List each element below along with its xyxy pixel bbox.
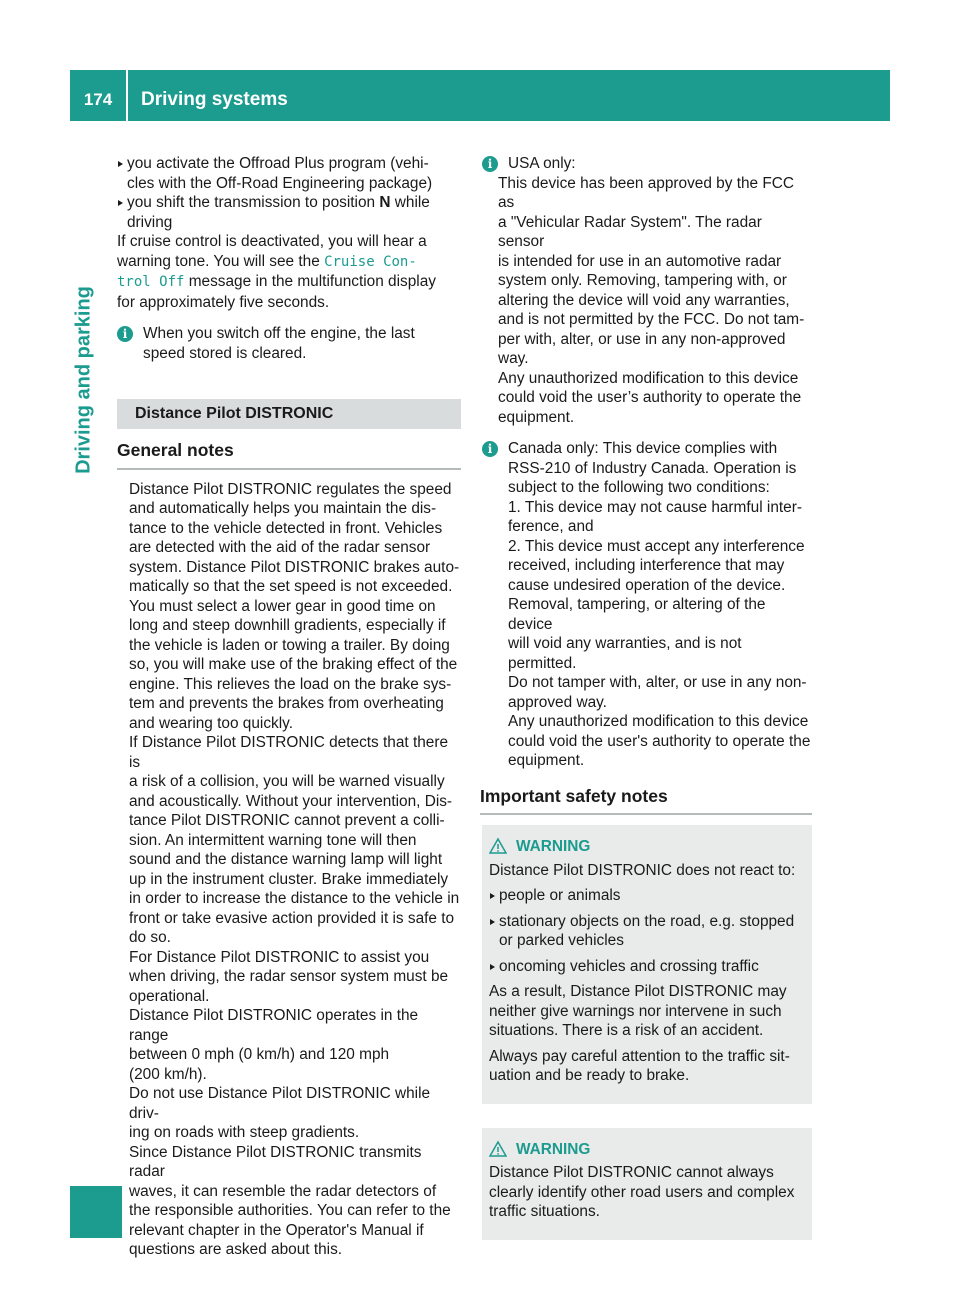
side-tab-block: [70, 1186, 122, 1238]
canada-note-body: [498, 439, 812, 771]
warning-intro: Distance Pilot DISTRONIC does not react to:: [489, 861, 796, 879]
paragraph: For Distance Pilot DISTRONIC to assist you when driving, the radar sensor system must be operational.: [129, 948, 449, 1005]
warning-box: [482, 1128, 812, 1240]
info-icon: i: [482, 441, 498, 457]
safety-title: Important safety notes: [480, 787, 812, 816]
paragraph: Canada only: This device complies with RSS-210 of Industry Canada. Operation is subject to the following two conditions:: [508, 440, 797, 496]
paragraph: This device has been approved by the FCC as a "Vehicular Radar System". The radar sensor is intended for use in an automotive radar system only. Removing, tampering with, or altering the device will void any warranties, and is not permitted by the FCC. Do not tam- per with, alter, or use in any non-approved way.: [498, 174, 805, 367]
list-item: [117, 193, 461, 232]
info-text: When you switch off the engine, the last speed stored is cleared.: [143, 325, 415, 362]
section-title: Distance Pilot DISTRONIC: [117, 399, 461, 429]
warning-box: [482, 825, 812, 1104]
paragraph: 1. This device may not cause harmful inter- ference, and: [508, 498, 802, 535]
bullet-text: while driving: [127, 194, 430, 231]
page-number: 174: [83, 90, 113, 109]
general-notes-body: [117, 480, 461, 1260]
info-title: USA only:: [508, 155, 576, 172]
list-item: stationary objects on the road, e.g. stopped or parked vehicles: [489, 912, 804, 951]
warning-bullets: [489, 886, 804, 976]
paragraph-text: If cruise control is deactivated, you will hear a warning tone. You will see the: [117, 233, 427, 270]
side-tab-label: Driving and parking: [72, 286, 95, 474]
paragraph: You must select a lower gear in good time on long and steep downhill gradients, especially if the vehicle is laden or towing a trailer. By doing so, you will make use of the braking effect of the engine. This relieves the load on the brake sys- tem and prevents the brakes from overheating and wearing too quickly.: [129, 597, 458, 732]
warning-label: WARNING: [516, 838, 591, 855]
info-icon: i: [117, 326, 133, 342]
info-note-canada: [482, 439, 812, 771]
paragraph: Any unauthorized modification to this device could void the user's authority to operate the equipment.: [508, 713, 811, 769]
warning-text: Distance Pilot DISTRONIC cannot always clearly identify other road users and complex traffic situations.: [489, 1164, 795, 1220]
paragraph: As a result, Distance Pilot DISTRONIC may neither give warnings nor intervene in such situations. There is a risk of an accident.: [489, 983, 787, 1039]
info-note: [117, 324, 461, 363]
right-column: [482, 154, 812, 1240]
paragraph: If Distance Pilot DISTRONIC detects that there is a risk of a collision, you will be warned visually and acoustically. Without your intervention, Dis- tance Pilot DISTRONIC cannot prevent a colli- sion. An intermittent warning tone will then sound and the distance warning lamp will light up in the instrument cluster. Brake immediately in order to increase the distance to the vehicle in front or take evasive action provided it is safe to do so.: [129, 734, 460, 946]
warning-label: WARNING: [516, 1140, 591, 1158]
list-item: people or animals: [489, 886, 804, 906]
info-note-usa: [482, 154, 812, 174]
gear-position: N: [379, 194, 391, 211]
warning-triangle-icon: [489, 837, 507, 855]
page-title: Driving systems: [141, 89, 288, 110]
display-message: Cruise Con‐ trol Off: [117, 253, 417, 290]
paragraph: Distance Pilot DISTRONIC operates in the range between 0 mph (0 km/h) and 120 mph (200 km/h).: [129, 1007, 419, 1083]
paragraph-text: message in the multifunction display for approximately five seconds.: [117, 273, 436, 311]
cruise-off-paragraph: [117, 232, 461, 312]
list-item: you activate the Offroad Plus program (vehi- cles with the Off-Road Engineering package): [117, 154, 461, 193]
paragraph: Do not use Distance Pilot DISTRONIC while driv- ing on roads with steep gradients.: [129, 1085, 431, 1141]
list-item: oncoming vehicles and crossing traffic: [489, 957, 804, 977]
paragraph: Distance Pilot DISTRONIC regulates the speed and automatically helps you maintain the dis- tance to the vehicle detected in front. Vehicles are detected with the aid of the radar sensor system. Distance Pilot DISTRONIC brakes auto- matically so that the set speed is not exceeded.: [129, 480, 460, 595]
bullet-text: you shift the transmission to position: [127, 194, 380, 211]
left-column: [117, 154, 461, 1260]
warning-heading: [489, 1140, 804, 1160]
info-icon: i: [482, 156, 498, 172]
header-divider: [126, 70, 128, 121]
paragraph: 2. This device must accept any interference received, including interference that may cause undesired operation of the device.: [508, 537, 805, 594]
warning-triangle-icon: [489, 1140, 507, 1158]
subsection-title: General notes: [117, 441, 461, 470]
warning-heading: [489, 837, 804, 857]
bullet-list: [117, 154, 461, 193]
paragraph: Any unauthorized modification to this device could void the user’s authority to operate the equipment.: [498, 369, 802, 426]
paragraph: Removal, tampering, or altering of the device will void any warranties, and is not permitted. Do not tamper with, alter, or use in any non- approved way.: [508, 596, 807, 711]
paragraph: Always pay careful attention to the traffic sit- uation and be ready to brake.: [489, 1047, 790, 1084]
warning-body: [489, 982, 804, 1086]
usa-note-body: [482, 174, 812, 428]
paragraph: Since Distance Pilot DISTRONIC transmits radar waves, it can resemble the radar detectors of the responsible authorities. You can refer to the relevant chapter in the Operator's Manual if questions are asked about this.: [129, 1143, 451, 1258]
